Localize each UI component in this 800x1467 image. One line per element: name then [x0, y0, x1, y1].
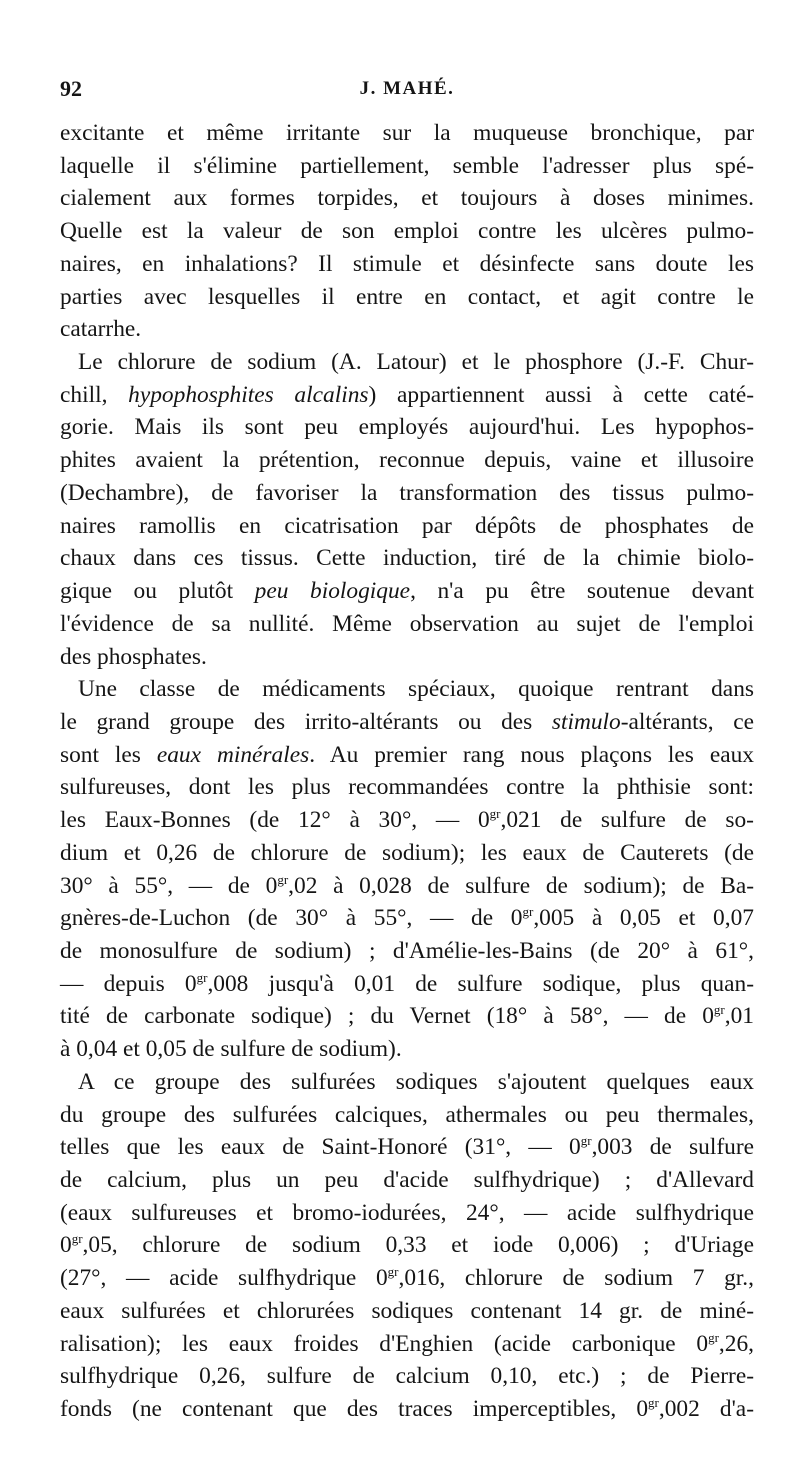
text-line: de monosulfure de sodium) ; d'Amélie-les-Bains (de 20° à 61°, — [60, 937, 754, 964]
text-line: Le chlorure de sodium (A. Latour) et le phosphore (J.-F. Chur- — [78, 349, 754, 376]
italic-term: eaux minérales — [156, 741, 310, 768]
text-line: catarrhe. — [60, 316, 142, 343]
unit-superscript: gr — [708, 1329, 719, 1345]
unit-superscript: gr — [387, 1264, 399, 1280]
line-segment: (27°, — acide sulfhydrique 0 — [60, 1265, 388, 1292]
unit-superscript: gr — [71, 1231, 83, 1247]
line-segment: fonds (ne contenant que des traces imperceptibles, 0 — [60, 1396, 649, 1423]
unit-superscript: gr — [648, 1395, 659, 1411]
line-segment: sont les — [60, 741, 157, 768]
line-segment: les Eaux-Bonnes (de 12° à 30°, — 0 — [60, 807, 490, 834]
italic-term: stimulo — [551, 708, 621, 735]
unit-superscript: gr — [580, 1133, 592, 1149]
text-line: à 0,04 et 0,05 de sulfure de sodium). — [60, 1036, 402, 1063]
text-line: Quelle est la valeur de son emploi contre les ulcères pulmo- — [60, 218, 754, 245]
line-segment: -altérants, ce — [620, 708, 755, 735]
text-line — [60, 902, 754, 935]
text-line — [60, 1229, 754, 1262]
page-number: 92 — [60, 76, 82, 101]
italic-term: hypophosphites alcalins — [128, 381, 369, 408]
text-line: naires, en inhalations? Il stimule et désinfecte sans doute les — [60, 250, 754, 277]
line-segment: 30° à 55°, — de 0 — [60, 872, 278, 899]
text-line: parties avec lesquelles il entre en contact, et agit contre le — [60, 283, 754, 310]
text-line: l'évidence de sa nullité. Même observation au sujet de l'emploi — [60, 610, 754, 637]
line-segment: ,005 à 0,05 et 0,07 — [533, 905, 754, 932]
text-line — [60, 870, 754, 903]
text-line — [60, 706, 754, 739]
line-segment: , n'a pu être soutenue devant — [410, 578, 754, 605]
page-header — [60, 76, 754, 106]
text-line: (Dechambre), de favoriser la transformation des tissus pulmo- — [60, 479, 754, 506]
text-line: du groupe des sulfurées calciques, athermales ou peu thermales, — [60, 1101, 754, 1128]
line-segment: 0 — [60, 1232, 72, 1259]
line-segment: ,002 d'a- — [658, 1396, 754, 1423]
line-segment: tité de carbonate sodique) ; du Vernet (18° à 58°, — de 0 — [60, 1003, 714, 1030]
text-line: sulfureuses, dont les plus recommandées contre la phthisie sont: — [60, 774, 754, 801]
text-line: cialement aux formes torpides, et toujours à doses minimes. — [60, 185, 754, 212]
text-line: des phosphates. — [60, 643, 207, 670]
line-segment: ,016, chlorure de sodium 7 gr., — [398, 1265, 754, 1292]
text-line — [60, 1262, 754, 1295]
text-line: dium et 0,26 de chlorure de sodium); les eaux de Cauterets (de — [60, 839, 754, 866]
text-line: laquelle il s'élimine partiellement, semble l'adresser plus spé- — [60, 152, 754, 179]
line-segment: ,021 de sulfure de so- — [500, 807, 754, 834]
line-segment: ,01 — [724, 1003, 754, 1030]
text-line — [60, 1131, 754, 1164]
line-segment: ) appartiennent aussi à cette caté- — [368, 381, 754, 408]
text-line: sulfhydrique 0,26, sulfure de calcium 0,10, etc.) ; de Pierre- — [60, 1363, 754, 1390]
text-line: gorie. Mais ils sont peu employés aujourd'hui. Les hypophos- — [60, 414, 754, 441]
text-line — [60, 804, 754, 837]
line-segment: . Au premier rang nous plaçons les eaux — [309, 741, 754, 768]
text-line — [60, 379, 754, 412]
line-segment: ,003 de sulfure — [591, 1134, 754, 1161]
unit-superscript: gr — [196, 969, 208, 985]
text-line — [60, 739, 754, 772]
text-line: phites avaient la prétention, reconnue depuis, vaine et illusoire — [60, 447, 754, 474]
text-line: eaux sulfurées et chlorurées sodiques contenant 14 gr. de miné- — [60, 1297, 754, 1324]
line-segment: telles que les eaux de Saint-Honoré (31°, — 0 — [60, 1134, 581, 1161]
running-head: J. MAHÉ. — [359, 78, 455, 99]
text-line — [60, 575, 754, 608]
text-line — [60, 1328, 754, 1361]
line-segment: ,02 à 0,028 de sulfure de sodium); de Ba- — [288, 872, 755, 899]
text-line: de calcium, plus un peu d'acide sulfhydrique) ; d'Allevard — [60, 1167, 754, 1193]
text-line: chaux dans ces tissus. Cette induction, tiré de la chimie biolo- — [60, 545, 754, 572]
text-line: excitante et même irritante sur la muqueuse bronchique, par — [60, 120, 754, 146]
text-line — [60, 1393, 754, 1426]
unit-superscript: gr — [277, 871, 289, 887]
line-segment: ,008 jusqu'à 0,01 de sulfure sodique, plus quan- — [207, 970, 754, 997]
line-segment: ,05, chlorure de sodium 0,33 et iode 0,006) ; d'Uriage — [82, 1232, 754, 1259]
unit-superscript: gr — [489, 806, 501, 822]
italic-term: peu biologique — [254, 578, 411, 605]
line-segment: gnères-de-Luchon (de 30° à 55°, — de 0 — [60, 905, 523, 932]
text-line: (eaux sulfureuses et bromo-iodurées, 24°, — acide sulfhydrique — [60, 1199, 754, 1226]
line-segment: chill, — [60, 381, 129, 408]
line-segment: le grand groupe des irrito-altérants ou des — [60, 708, 552, 735]
body-text — [60, 117, 754, 1426]
text-line — [60, 1000, 754, 1033]
text-line: naires ramollis en cicatrisation par dépôts de phosphates de — [60, 512, 754, 539]
line-segment: ralisation); les eaux froides d'Enghien (acide carbonique 0 — [60, 1330, 709, 1357]
unit-superscript: gr — [522, 904, 534, 920]
text-line — [60, 968, 754, 1001]
line-segment: — depuis 0 — [60, 970, 197, 997]
line-segment: gique ou plutôt — [60, 578, 255, 605]
line-segment: ,26, — [718, 1330, 754, 1357]
text-line: Une classe de médicaments spéciaux, quoique rentrant dans — [78, 676, 754, 703]
text-line: A ce groupe des sulfurées sodiques s'ajoutent quelques eaux — [78, 1068, 754, 1095]
unit-superscript: gr — [713, 1002, 725, 1018]
